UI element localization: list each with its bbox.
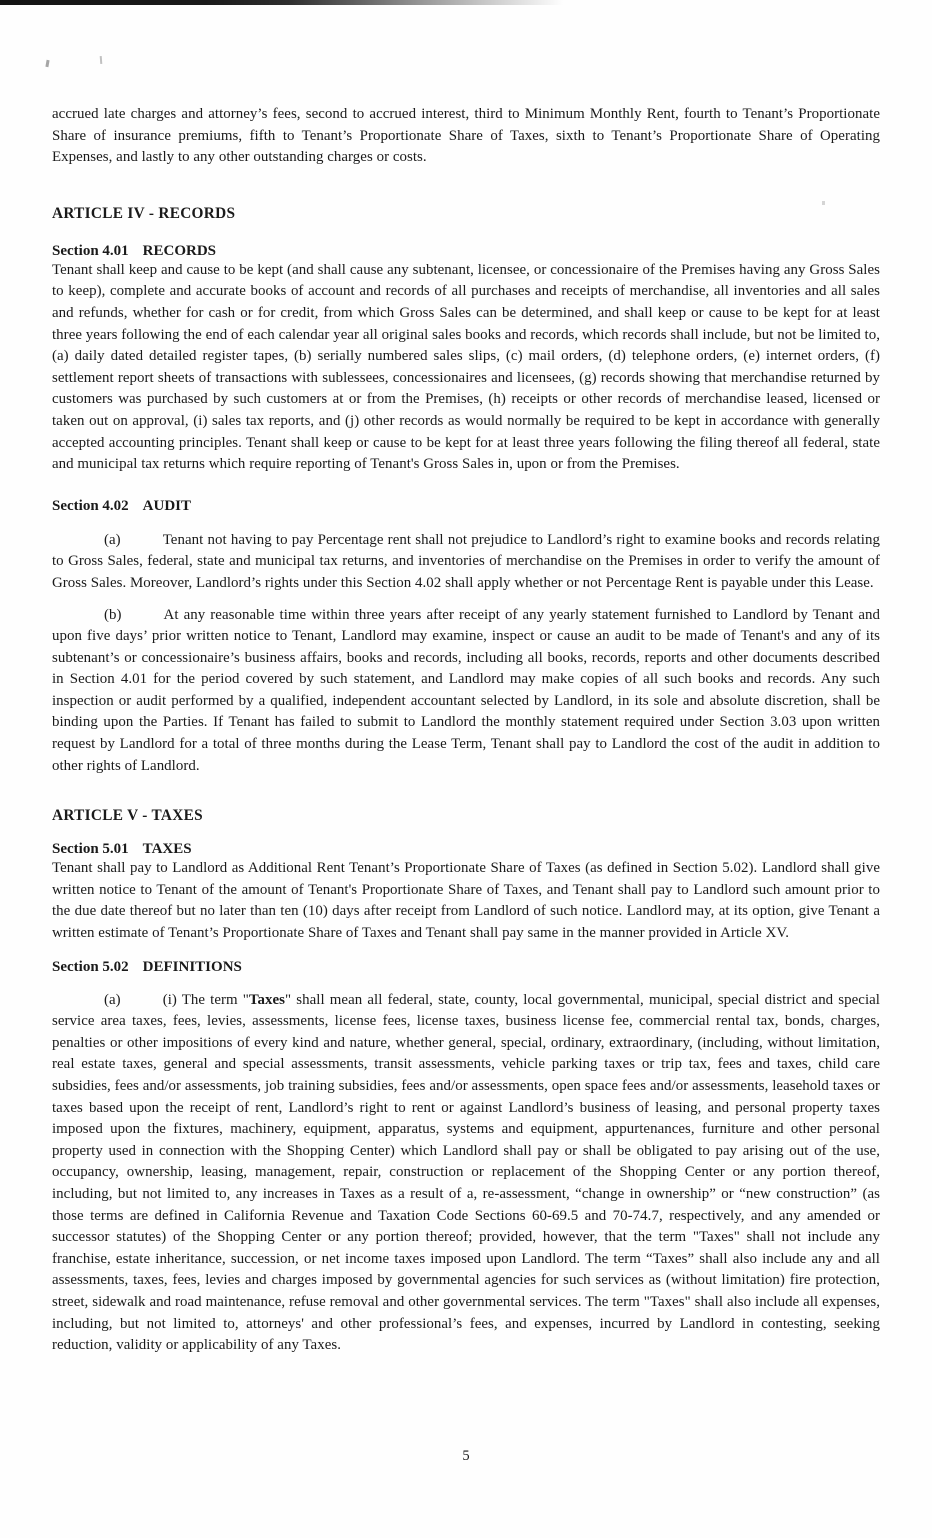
paragraph-b-text: At any reasonable time within three years after receipt of any yearly statement furnished to Landlord by Tenant and upon five days’ prior written notice to Tenant, Landlord may examine, inspect or cause an audit to be made of Tenant's and any of its subtenant’s or concessionaire’s business affairs, books and records, including all books, records, reports and other documents described in Section 4.01 for the period covered by such statement, and Landlord may make copies of all such books and records. Any such inspection or audit performed by a qualified, independent accountant selected by Landlord, in its sole and absolute discretion, shall be binding upon the Parties. If Tenant has failed to submit to Landlord the monthly statement required under Section 3.03 upon written request by Landlord for a total of three months during the Lease Term, Tenant shall pay to Landlord the cost of the audit in addition to other rights of Landlord. bbox=[52, 606, 880, 774]
taxes-term-bold: Taxes bbox=[248, 991, 286, 1008]
section-5-02-label: Section 5.02 bbox=[52, 958, 129, 975]
document-content bbox=[52, 0, 880, 1357]
section-4-02-heading bbox=[52, 498, 880, 515]
intro-paragraph: accrued late charges and attorney’s fees, second to accrued interest, third to Minimum Monthly Rent, fourth to Tenant’s Proportionate Share of insurance premiums, fifth to Tenant’s Proportionate Share of Taxes, sixth to Tenant’s Proportionate Share of Operating Expenses, and lastly to any other outstanding charges or costs. bbox=[52, 106, 880, 166]
section-5-02-title: DEFINITIONS bbox=[142, 958, 242, 975]
section-5-01-heading bbox=[52, 841, 880, 858]
section-5-02-paragraph-a bbox=[52, 990, 880, 1357]
paragraph-502a-number: (a) bbox=[104, 991, 121, 1008]
section-4-01-body: Tenant shall keep and cause to be kept (and shall cause any subtenant, licensee, or concessionaire of the Premises having any Gross Sales to keep), complete and accurate books of account and records of all purchases and receipts of merchandise, all inventories and all sales and refunds, whether for cash or for credit, from which Gross Sales can be determined, and shall keep or cause to be kept for at least three years following the end of each calendar year all original sales books and records, which records shall include, but not be limited to, (a) daily dated detailed register tapes, (b) serially numbered sales slips, (c) mail orders, (d) telephone orders, (e) internet orders, (f) settlement report sheets of transactions with sublessees, concessionaires and licensees, (g) records showing that merchandise returned by customers was purchased by such customers at or from the Premises, (h) receipts or other records of merchandise leased, licensed or taken out on approval, (i) sales tax reports, and (j) other records as would normally be required to be kept in accordance with generally accepted accounting principles. Tenant shall keep or cause to be kept for at least three years following the filing thereof all federal, state and municipal tax returns which require reporting of Tenant's Gross Sales in, upon or from the Premises. bbox=[52, 261, 880, 473]
section-5-01-title: TAXES bbox=[142, 841, 192, 858]
article-iv-heading: ARTICLE IV - RECORDS bbox=[52, 204, 236, 222]
section-5-01-label: Section 5.01 bbox=[52, 841, 129, 858]
paragraph-502a-pre: (i) The term " bbox=[162, 991, 249, 1008]
section-4-01-label: Section 4.01 bbox=[52, 242, 129, 259]
section-4-01-title: RECORDS bbox=[142, 242, 217, 259]
article-v-heading: ARTICLE V - TAXES bbox=[52, 807, 203, 825]
paragraph-b-number: (b) bbox=[104, 606, 122, 623]
paragraph-502a-rest: " shall mean all federal, state, county, local governmental, municipal, special district and special service area taxes, fees, levies, assessments, license fees, license taxes, business license fee, commercial rental tax, bonds, charges, penalties or other impositions of every kind and nature, whether general, special, ordinary, extraordinary, (including, without limitation, real estate taxes, general and special assessments, transit assessments, vehicle parking taxes or trip tax, fees and taxes, child care subsidies, fees and/or assessments, job training subsidies, fees and/or assessments, open space fees and/or assessments, leasehold taxes or taxes based upon the receipt of rent, Landlord’s right to rent or against Landlord’s business of leasing, and personal property taxes imposed upon the fixtures, machinery, equipment, apparatus, systems and equipment, appurtenances, furniture and other personal property used in connection with the Shopping Center) which Landlord shall pay or shall be obligated to pay arising out of the use, occupancy, ownership, leasing, management, repair, construction or replacement of the Shopping Center or any portion thereof, including, but not limited to, any increases in Taxes as a result of a, re-assessment, “change in ownership” or “new construction” (as those terms are defined in California Revenue and Taxation Code Sections 60-69.5 and 70-74.7, respectively, and any amended or successor statutes) of the Shopping Center or any portion thereof; provided, however, that the term "Taxes" shall not include any franchise, estate inheritance, succession, or net income taxes imposed upon Landlord. The term “Taxes” shall also include any and all assessments, taxes, fees, levies and charges imposed by governmental agencies for such services as (without limitation) fire protection, street, sidewalk and road maintenance, refuse removal and other governmental services. The term "Taxes" shall also include all expenses, including, but not limited to, attorneys' and other professional’s fees, and expenses, incurred by Landlord in contesting, seeking reduction, validity or applicability of any Taxes. bbox=[52, 991, 880, 1354]
section-4-02-label: Section 4.02 bbox=[52, 497, 129, 514]
paragraph-a-text: Tenant not having to pay Percentage rent shall not prejudice to Landlord’s right to examine books and records relating to Gross Sales, federal, state and municipal tax returns, and inventories of merchandise on the Premises in order to verify the amount of Gross Sales. Moreover, Landlord’s rights under this Section 4.02 shall apply whether or not Percentage Rent is payable under this Lease. bbox=[52, 531, 880, 591]
section-5-01-body: Tenant shall pay to Landlord as Additional Rent Tenant’s Proportionate Share of Taxes (as defined in Section 5.02). Landlord shall give written notice to Tenant of the amount of Tenant's Proportionate Share of Taxes, and Tenant shall pay to Landlord such amount prior to the due date thereof but no later than ten (10) days after receipt from Landlord of such notice. Landlord may, at its option, give Tenant a written estimate of Tenant’s Proportionate Share of Taxes and Tenant shall pay same in the manner provided in Article XV. bbox=[52, 860, 880, 942]
section-4-02-paragraph-a bbox=[52, 530, 880, 595]
paragraph-a-number: (a) bbox=[104, 531, 121, 548]
section-4-02-paragraph-b bbox=[52, 605, 880, 778]
page-number: 5 bbox=[462, 1448, 470, 1464]
section-4-01-heading bbox=[52, 243, 880, 260]
section-5-02-heading bbox=[52, 959, 880, 976]
scan-artifact-speck bbox=[45, 60, 49, 67]
section-4-02-title: AUDIT bbox=[142, 497, 192, 514]
